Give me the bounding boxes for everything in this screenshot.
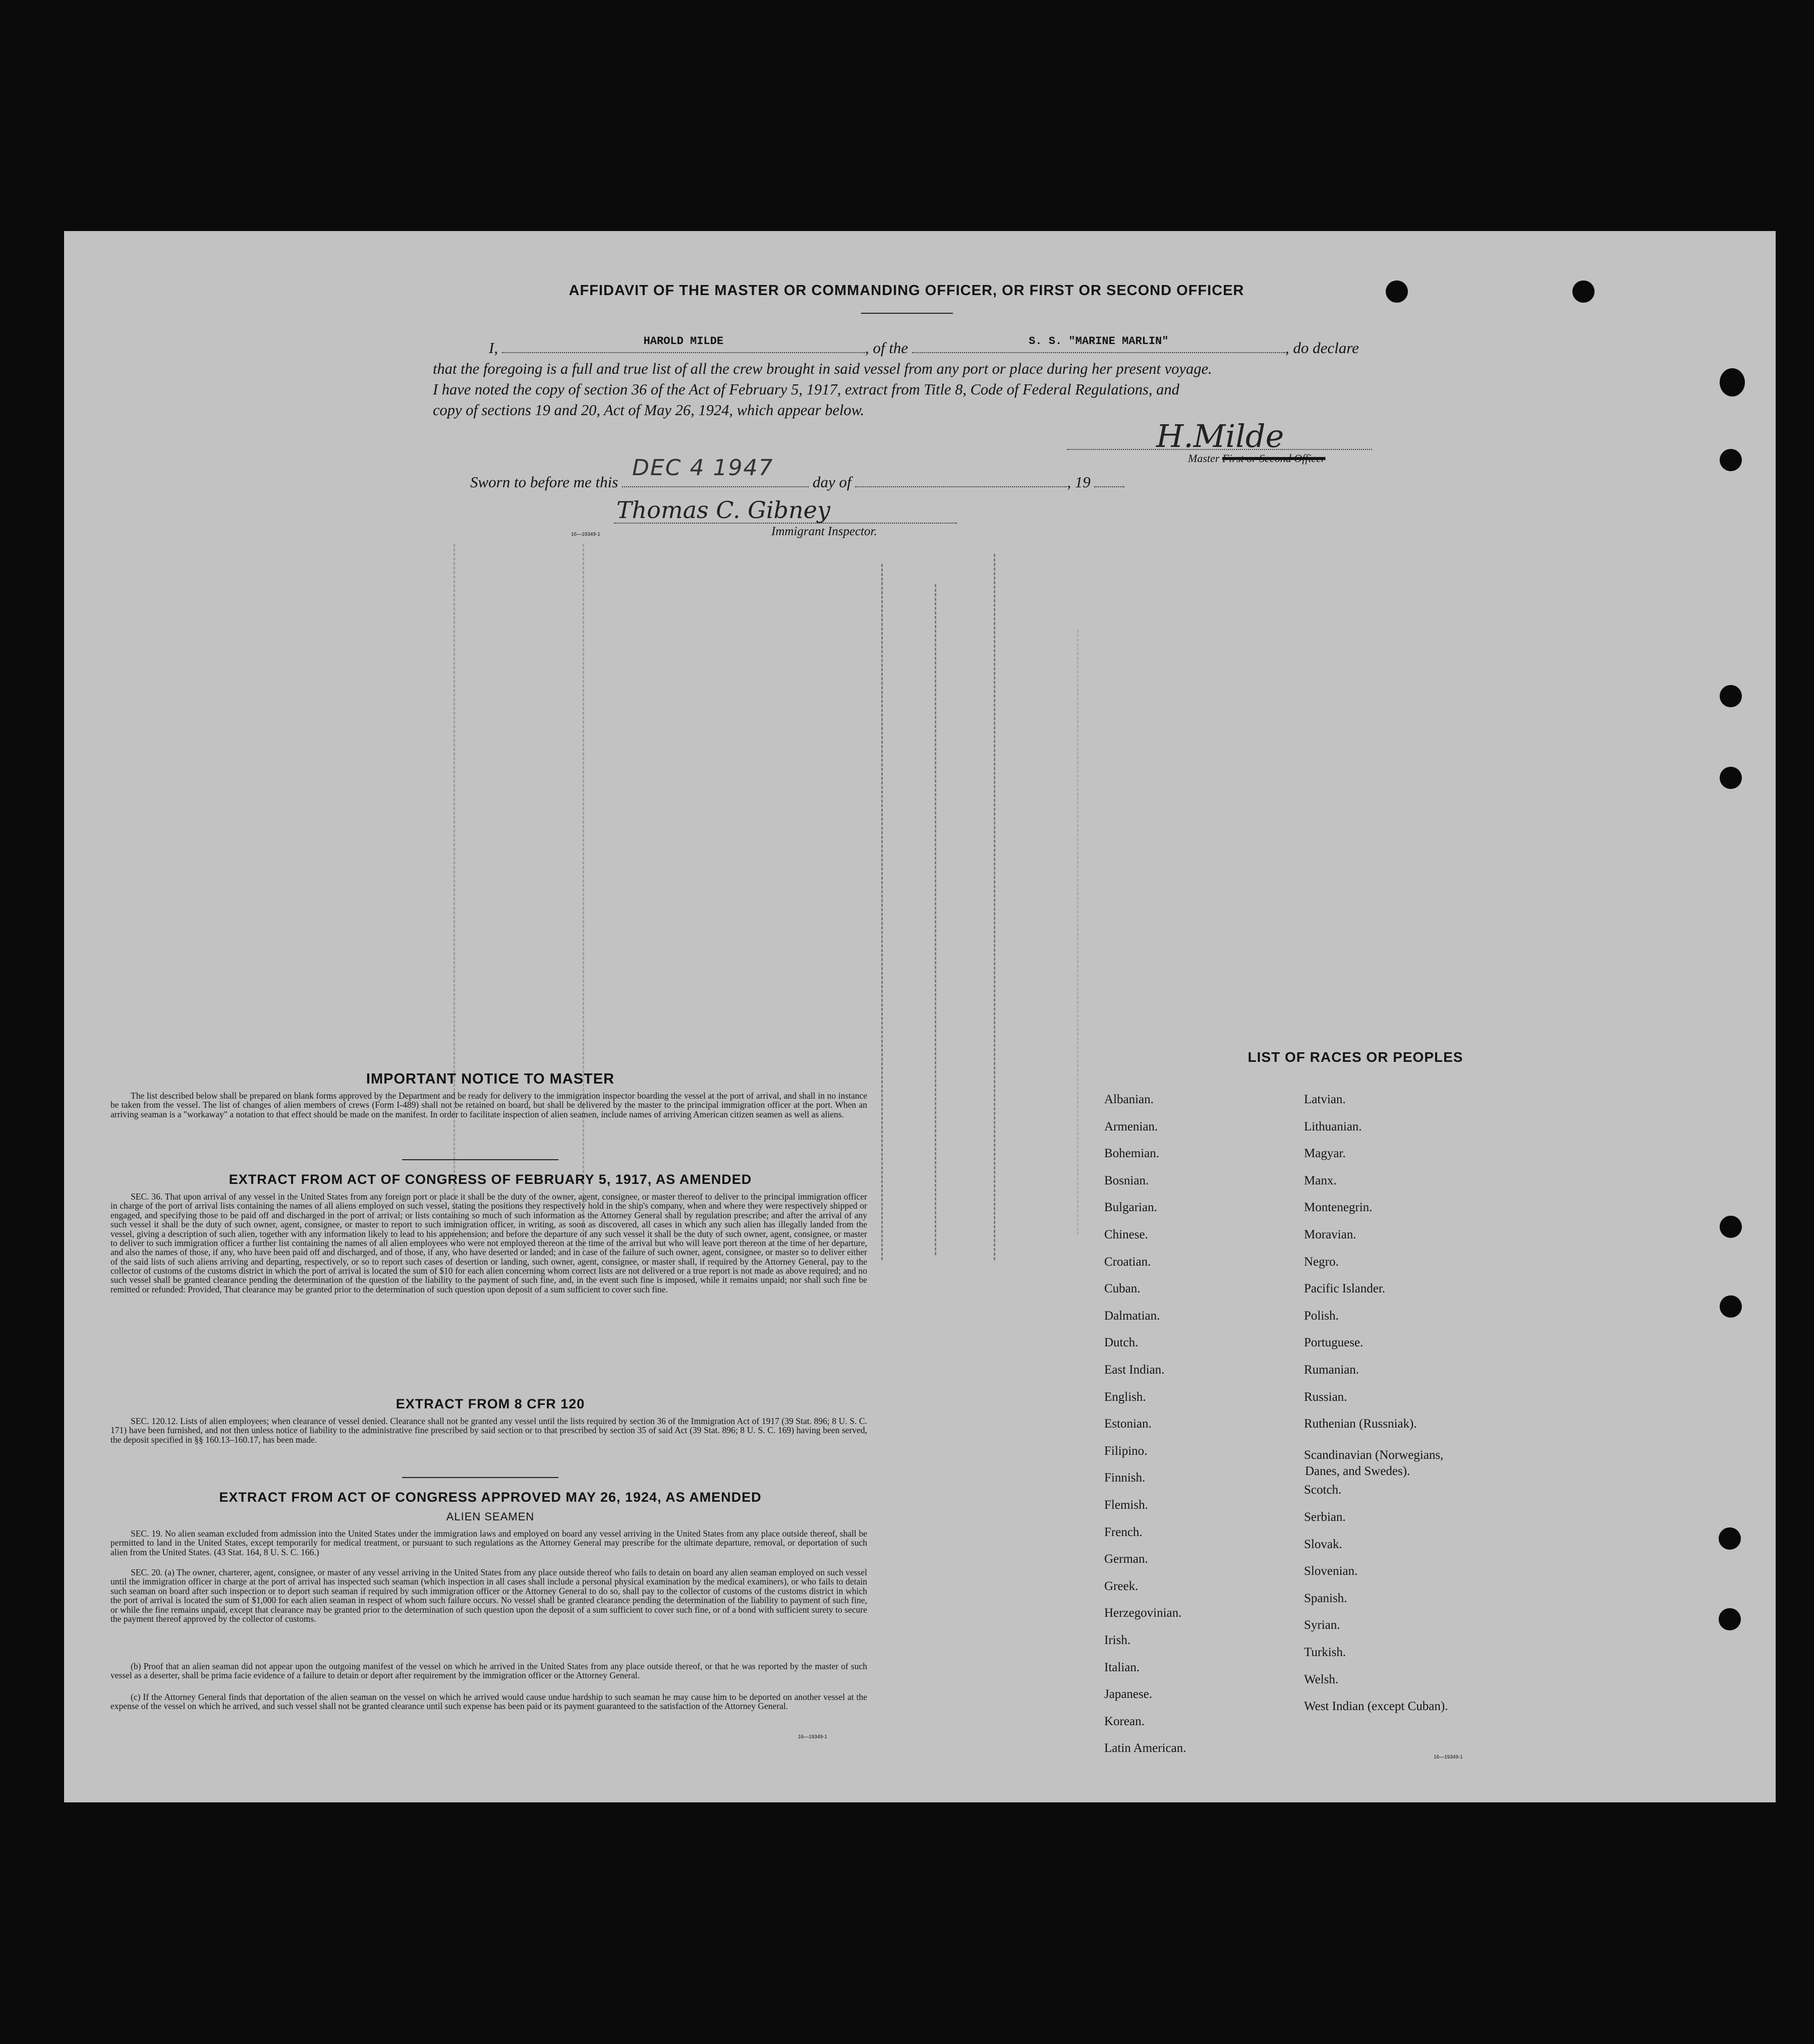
column-rule — [881, 564, 883, 1260]
race-item: Slovak. — [1304, 1537, 1342, 1551]
punch-hole — [1719, 1527, 1741, 1550]
race-item: Portuguese. — [1304, 1336, 1364, 1350]
affidavit-line-1 — [489, 335, 1359, 357]
inspector-title: Immigrant Inspector. — [771, 525, 877, 538]
notice-title: IMPORTANT NOTICE TO MASTER — [366, 1071, 615, 1087]
column-rule — [935, 584, 936, 1255]
affidavit-line-4: copy of sections 19 and 20, Act of May 26, 1924, which appear below. — [433, 402, 865, 419]
sworn-label: Sworn to before me this — [470, 473, 618, 491]
section-rule — [402, 1159, 558, 1160]
race-item: Dalmatian. — [1104, 1309, 1160, 1323]
signature-rule — [1067, 449, 1372, 450]
punch-hole — [1720, 685, 1742, 707]
sworn-line — [470, 455, 1124, 491]
master-name-field — [502, 335, 865, 353]
race-item: Greek. — [1104, 1579, 1139, 1593]
race-item: Serbian. — [1304, 1510, 1346, 1524]
race-item: West Indian (except Cuban). — [1304, 1699, 1448, 1714]
punch-hole — [1720, 1216, 1742, 1238]
race-item: Manx. — [1304, 1173, 1337, 1187]
race-item: Latin American. — [1104, 1741, 1186, 1755]
signer-title — [1188, 452, 1326, 465]
race-item: Bosnian. — [1104, 1173, 1149, 1187]
title-rule — [861, 313, 953, 314]
of-the-label: , of the — [865, 339, 909, 357]
race-item: Pacific Islander. — [1304, 1282, 1386, 1296]
race-item: Moravian. — [1304, 1228, 1356, 1241]
year-field — [1094, 472, 1124, 487]
race-item: East Indian. — [1104, 1363, 1165, 1377]
punch-hole — [1572, 280, 1595, 303]
i-label: I, — [489, 339, 498, 357]
race-item: Russian. — [1304, 1390, 1347, 1404]
race-item: Syrian. — [1304, 1618, 1340, 1632]
extract-1924-sec20a: SEC. 20. (a) The owner, charterer, agent, consignee, or master of any vessel arriving in the United States from any place outside thereof who fails to detain on board any alien seaman employed on such vessel until the immigration officer in charge at the port of arrival has inspected such seaman (which inspection in all cases shall include a personal physical examination by the medical examiners), or who fails to detain such seaman on board after such inspection or to deport such seaman if required by such immigration officer or the Attorney General to do so, shall pay to the collector of customs of the customs district in which the port of arrival is located the sum of $1,000 for each alien seaman in respect of whom such failure occurs. No vessel shall be granted clearance pending the determination of the liability to payment of such fine, or while the fine remains unpaid, except that clearance may be granted prior to the determination of such question upon the deposit of a sum sufficient to cover such fine, or of a bond with sufficient surety to secure the payment thereof approved by the collector of customs. — [110, 1567, 867, 1624]
race-item: Herzegovinian. — [1104, 1606, 1182, 1620]
inspector-rule — [614, 523, 957, 524]
column-rule — [994, 554, 995, 1260]
master-signature: H.Milde — [1156, 418, 1284, 455]
race-item: Turkish. — [1304, 1645, 1346, 1659]
race-item: Polish. — [1304, 1309, 1339, 1323]
master-name: HAROLD MILDE — [643, 335, 724, 348]
punch-hole — [1720, 767, 1742, 789]
inspector-signature: Thomas C. Gibney — [616, 496, 830, 524]
race-item: German. — [1104, 1552, 1148, 1566]
column-rule — [1077, 630, 1079, 1235]
document-sheet — [64, 231, 1776, 1802]
race-item: English. — [1104, 1390, 1146, 1404]
punch-hole — [1720, 1295, 1742, 1318]
form-number-right: 16—19349-1 — [1434, 1754, 1463, 1760]
race-item: Dutch. — [1104, 1336, 1139, 1350]
race-item: Welsh. — [1304, 1672, 1339, 1686]
race-item: Estonian. — [1104, 1417, 1152, 1431]
race-item: French. — [1104, 1525, 1143, 1539]
race-item: Slovenian. — [1304, 1564, 1358, 1578]
year-prefix: , 19 — [1067, 473, 1091, 491]
race-item: Croatian. — [1104, 1255, 1151, 1269]
race-item: Latvian. — [1304, 1093, 1346, 1106]
column-rule — [454, 544, 455, 1250]
race-item: Ruthenian (Russniak). — [1304, 1417, 1417, 1431]
punch-hole — [1720, 449, 1742, 471]
race-item: Irish. — [1104, 1633, 1131, 1647]
date-stamp: DEC 4 1947 — [632, 455, 774, 481]
race-item: Finnish. — [1104, 1471, 1146, 1485]
race-item: Cuban. — [1104, 1282, 1141, 1296]
column-rule — [583, 544, 584, 1250]
day-of-label: day of — [812, 473, 852, 491]
sworn-date-field — [622, 455, 809, 487]
extract-1917-title: EXTRACT FROM ACT OF CONGRESS OF FEBRUARY 5, 1917, AS AMENDED — [229, 1172, 752, 1187]
notice-body: The list described below shall be prepared on blank forms approved by the Department and be ready for delivery to the immigration inspector boarding the vessel at the port of arrival, and shall in no instance be taken from the vessel. The list of changes of alien members of crews (Form I-489) shall not be retained on board, but shall be delivered by the master to the principal immigration officer at the port. When an arriving seaman is a "workaway" a notation to that effect should be made on the manifest. In order to facilitate inspection of alien seamen, include names of arriving American citizen seamen as well as aliens. — [110, 1091, 867, 1119]
signer-title-prefix: Master — [1188, 452, 1220, 465]
vessel-name-field — [912, 335, 1285, 353]
extract-1924-sec20b: (b) Proof that an alien seaman did not appear upon the outgoing manifest of the vessel on which he arrived in the United States from any place outside thereof, or that he was reported by the master of such vessel as a deserter, shall be prima facie evidence of a failure to detain or deport after requirement by the immigration officer or the Attorney General. — [110, 1661, 867, 1681]
affidavit-line-2: that the foregoing is a full and true list of all the crew brought in said vessel from any port or place during her present voyage. — [433, 360, 1212, 377]
form-number-left: 16—19349-1 — [798, 1734, 827, 1740]
extract-1917-body: SEC. 36. That upon arrival of any vessel in the United States from any foreign port or place it shall be the duty of the owner, agent, consignee, or master thereof to deliver to the principal immigration officer in charge of the port of arrival lists containing the names of all aliens employed on such vessel, stating the positions they respectively hold in the ship's company, when and where they were respectively shipped or engaged, and specifying those to be paid off and discharged in the port of arrival; or lists containing so much of such information as the Attorney General shall by regulation prescribe; and after the arrival of any such vessel it shall be the duty of such owner, agent, consignee, or master to report to such immigration officer, in writing, as soon as discovered, all cases in which any such alien has illegally landed from the vessel, giving a description of such alien, together with any information likely to lead to his apprehension; and before the departure of any such vessel it shall be the duty of such owner, agent, consignee, or master to deliver to such immigration officer a further list containing the names of all alien employees who were not employed thereon at the time of the arrival but who will leave port thereon at the time of her departure, and also the names of those, if any, who have been paid off and discharged, and of those, if any, who have deserted or landed; and in case of the failure of such owner, agent, consignee, or master so to deliver either of the said lists of such aliens arriving and departing, respectively, or so to report such cases of desertion or landing, such owner, agent, consignee, or master shall, if required by the Attorney General, pay to the collector of customs of the customs district in which the port of arrival is located the sum of $10 for each alien concerning whom correct lists are not delivered or a true report is not made as above required; and no such vessel shall be granted clearance pending the determination of the question of the liability to the payment of such fine, and, in the event such fine is imposed, while it remains unpaid; nor shall such fine be remitted or refunded: Provided, That clearance may be granted prior to the determination of such question upon deposit of a sum sufficient to cover such fine. — [110, 1191, 867, 1294]
race-item: Danes, and Swedes). — [1305, 1464, 1410, 1478]
races-title: LIST OF RACES OR PEOPLES — [1248, 1049, 1463, 1065]
signer-title-struck: First or Second Officer — [1222, 452, 1326, 465]
punch-hole — [1386, 280, 1408, 303]
race-item: Albanian. — [1104, 1093, 1154, 1106]
race-item: Montenegrin. — [1304, 1201, 1373, 1215]
race-item: Korean. — [1104, 1714, 1145, 1728]
extract-1924-title: EXTRACT FROM ACT OF CONGRESS APPROVED MAY 26, 1924, AS AMENDED — [219, 1490, 762, 1505]
affidavit-line-3: I have noted the copy of section 36 of the Act of February 5, 1917, extract from Title 8, Code of Federal Regulations, and — [433, 381, 1179, 398]
race-item: Scotch. — [1304, 1483, 1342, 1497]
race-item: Magyar. — [1304, 1147, 1346, 1161]
affidavit-title: AFFIDAVIT OF THE MASTER OR COMMANDING OFFICER, OR FIRST OR SECOND OFFICER — [569, 282, 1244, 299]
extract-1924-sec20c: (c) If the Attorney General finds that deportation of the alien seaman on the vessel on which he arrived would cause undue hardship to such seaman he may cause him to be deported on another vessel at the expense of the vessel on which he arrived, and such vessel shall not be granted clearance until such expense has been paid or its payment guaranteed to the satisfaction of the Attorney General. — [110, 1692, 867, 1712]
race-item: Flemish. — [1104, 1498, 1148, 1512]
race-item: Negro. — [1304, 1255, 1339, 1269]
extract-cfr-body: SEC. 120.12. Lists of alien employees; when clearance of vessel denied. Clearance shall not be granted any vessel until the lists required by section 36 of the Immigration Act of 1917 (39 Stat. 896; 8 U. S. C. 171) have been furnished, and not then unless notice of liability to the administrative fine prescribed by said section or to that prescribed by section 35 of said Act (39 Stat. 896; 8 U. S. C. 169) having been served, the deposit specified in §§ 160.13–160.17, has been made. — [110, 1416, 867, 1445]
race-item: Armenian. — [1104, 1119, 1158, 1133]
punch-hole — [1720, 368, 1745, 396]
extract-cfr-title: EXTRACT FROM 8 CFR 120 — [395, 1396, 585, 1411]
vessel-name: S. S. "MARINE MARLIN" — [1029, 335, 1169, 348]
extract-1924-subtitle: ALIEN SEAMEN — [446, 1510, 535, 1523]
race-item: Bulgarian. — [1104, 1201, 1157, 1215]
form-number-top: 16—19349-1 — [571, 532, 600, 537]
race-item: Rumanian. — [1304, 1363, 1359, 1377]
race-item: Scandinavian (Norwegians, — [1304, 1448, 1444, 1462]
race-item: Filipino. — [1104, 1444, 1148, 1458]
race-item: Japanese. — [1104, 1687, 1153, 1701]
do-declare-label: , do declare — [1285, 339, 1359, 357]
month-field — [855, 472, 1067, 487]
punch-hole — [1719, 1608, 1741, 1630]
race-item: Bohemian. — [1104, 1147, 1160, 1161]
section-rule — [402, 1477, 558, 1478]
race-item: Spanish. — [1304, 1591, 1347, 1605]
race-item: Chinese. — [1104, 1228, 1148, 1241]
race-item: Italian. — [1104, 1660, 1140, 1674]
extract-1924-sec19: SEC. 19. No alien seaman excluded from admission into the United States under the immigration laws and employed on board any vessel arriving in the United States from any place outside thereof, shall be permitted to land in the United States, except temporarily for medical treatment, or pursuant to such regulations as the Attorney General may prescribe for the ultimate departure, removal, or deportation of such alien from the United States. (43 Stat. 164, 8 U. S. C. 166.) — [110, 1528, 867, 1557]
race-item: Lithuanian. — [1304, 1119, 1362, 1133]
